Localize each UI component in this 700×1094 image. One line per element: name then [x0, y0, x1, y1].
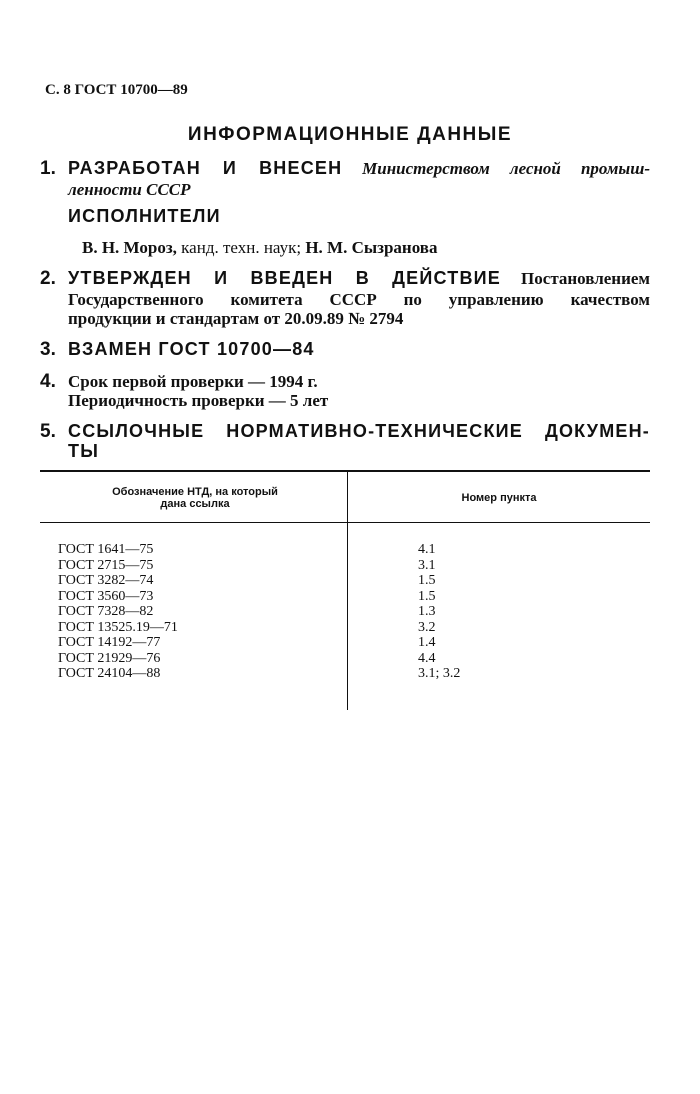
item-4-line2: Периодичность проверки — 5 лет: [68, 391, 329, 410]
performer-1-degree: канд. техн. наук;: [181, 238, 302, 257]
table-col1-header: [60, 486, 330, 510]
table-row-doc: ГОСТ 14192—77: [58, 635, 161, 650]
table-column-divider: [347, 472, 348, 710]
item-3-number: 3.: [40, 339, 56, 360]
table-row-doc: ГОСТ 2715—75: [58, 557, 154, 573]
item-5-number: 5.: [40, 421, 56, 442]
table-row-clause: 3.1; 3.2: [418, 666, 461, 681]
item-2-line2: Государственного комитета СССР по управлению качеством: [68, 290, 650, 309]
table-row-doc: ГОСТ 24104—88: [58, 666, 161, 681]
item-2-caps: УТВЕРЖДЕН И ВВЕДЕН В ДЕЙСТВИЕ: [68, 268, 502, 288]
item-1-number: 1.: [40, 158, 56, 179]
performer-2: Н. М. Сызранова: [305, 238, 438, 257]
performers-names: [82, 238, 438, 258]
item-4-line1: Срок первой проверки — 1994 г.: [68, 372, 318, 391]
table-row-doc: ГОСТ 3560—73: [58, 588, 154, 604]
table-row-doc: ГОСТ 3282—74: [58, 573, 154, 588]
table-row-clause: 4.1: [418, 542, 436, 557]
performers-heading: ИСПОЛНИТЕЛИ: [68, 206, 221, 226]
table-col1-header-line1: Обозначение НТД, на который: [112, 486, 278, 498]
table-row-doc: ГОСТ 7328—82: [58, 604, 154, 619]
page-title: ИНФОРМАЦИОННЫЕ ДАННЫЕ: [187, 124, 513, 145]
item-2-line3: продукции и стандартам от 20.09.89 № 2794: [68, 309, 404, 328]
table-top-rule: [40, 470, 650, 472]
page-header: С. 8 ГОСТ 10700—89: [45, 82, 188, 98]
table-row-clause: 4.4: [418, 650, 436, 666]
item-5-line1: ССЫЛОЧНЫЕ НОРМАТИВНО-ТЕХНИЧЕСКИЕ ДОКУМЕН-: [68, 421, 650, 441]
item-4-number: 4.: [40, 371, 56, 392]
table-col2-header: Номер пункта: [461, 492, 537, 504]
item-5-line2: ТЫ: [68, 441, 100, 461]
item-2-number: 2.: [40, 268, 56, 289]
table-row-doc: ГОСТ 21929—76: [58, 650, 161, 666]
table-header-rule: [40, 522, 650, 523]
performer-1: В. Н. Мороз,: [82, 238, 177, 257]
item-1-text: Министерством лесной промыш-: [362, 159, 651, 178]
table-row-clause: 1.4: [418, 635, 436, 650]
table-row-clause: 1.5: [418, 588, 436, 604]
table-col1-header-line2: дана ссылка: [160, 498, 230, 510]
item-1-caps: РАЗРАБОТАН И ВНЕСЕН: [68, 158, 343, 178]
item-2-text: Постановлением: [521, 269, 650, 288]
item-1-line2: ленности СССР: [68, 180, 191, 199]
table-row-clause: 1.5: [418, 573, 436, 588]
table-row-clause: 1.3: [418, 604, 436, 619]
table-row-doc: ГОСТ 13525.19—71: [58, 619, 178, 635]
table-row-doc: ГОСТ 1641—75: [58, 542, 154, 557]
item-3-caps: ВЗАМЕН ГОСТ 10700—84: [68, 339, 315, 359]
item-2-line1: [68, 268, 650, 290]
table-row-clause: 3.2: [418, 619, 436, 635]
item-1-line1: [68, 158, 650, 180]
table-row-clause: 3.1: [418, 557, 436, 573]
